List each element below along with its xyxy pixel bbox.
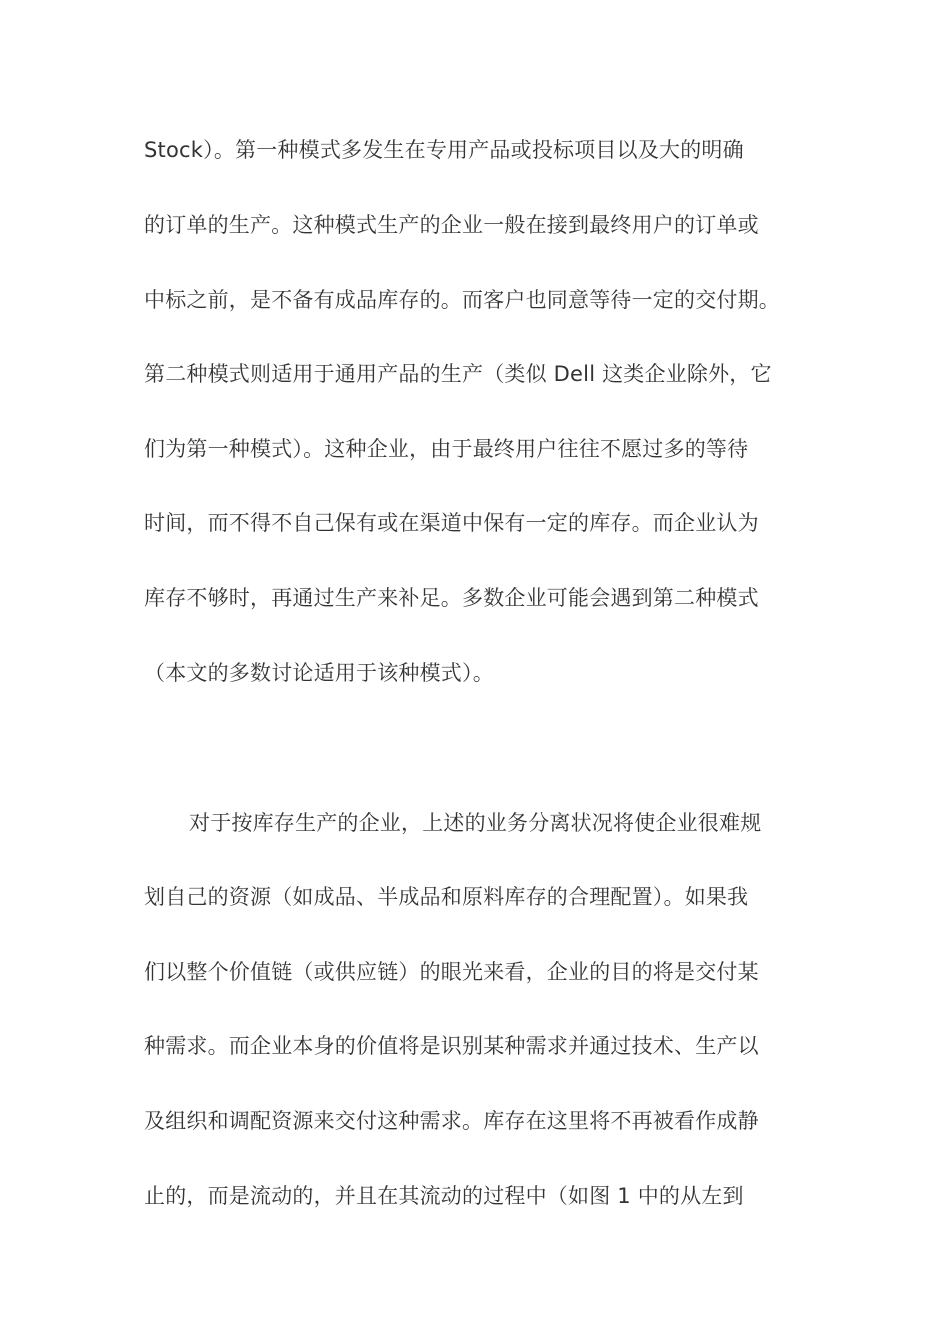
text-line: 们以整个价值链（或供应链）的眼光来看，企业的目的将是交付某 [144,960,759,984]
text-line: 第二种模式则适用于通用产品的生产（类似 Dell 这类企业除外，它 [144,362,772,386]
text-line: 及组织和调配资源来交付这种需求。库存在这里将不再被看作成静 [144,1109,759,1133]
text-line: 划自己的资源（如成品、半成品和原料库存的合理配置）。如果我 [144,885,749,909]
text-line: 们为第一种模式）。这种企业，由于最终用户往往不愿过多的等待 [144,437,749,461]
text-line: 中标之前，是不备有成品库存的。而客户也同意等待一定的交付期。 [144,288,780,312]
text-line: 种需求。而企业本身的价值将是识别某种需求并通过技术、生产以 [144,1034,759,1058]
text-line: 的订单的生产。这种模式生产的企业一般在接到最终用户的订单或 [144,213,759,237]
text-line: 时间，而不得不自己保有或在渠道中保有一定的库存。而企业认为 [144,511,759,535]
text-line: 库存不够时，再通过生产来补足。多数企业可能会遇到第二种模式 [144,586,759,610]
text-line: 对于按库存生产的企业，上述的业务分离状况将使企业很难规 [189,811,762,835]
text-line: （本文的多数讨论适用于该种模式）。 [144,661,494,685]
text-line: 止的，而是流动的，并且在其流动的过程中（如图 1 中的从左到 [144,1184,744,1208]
text-line: Stock）。第一种模式多发生在专用产品或投标项目以及大的明确 [144,138,744,162]
